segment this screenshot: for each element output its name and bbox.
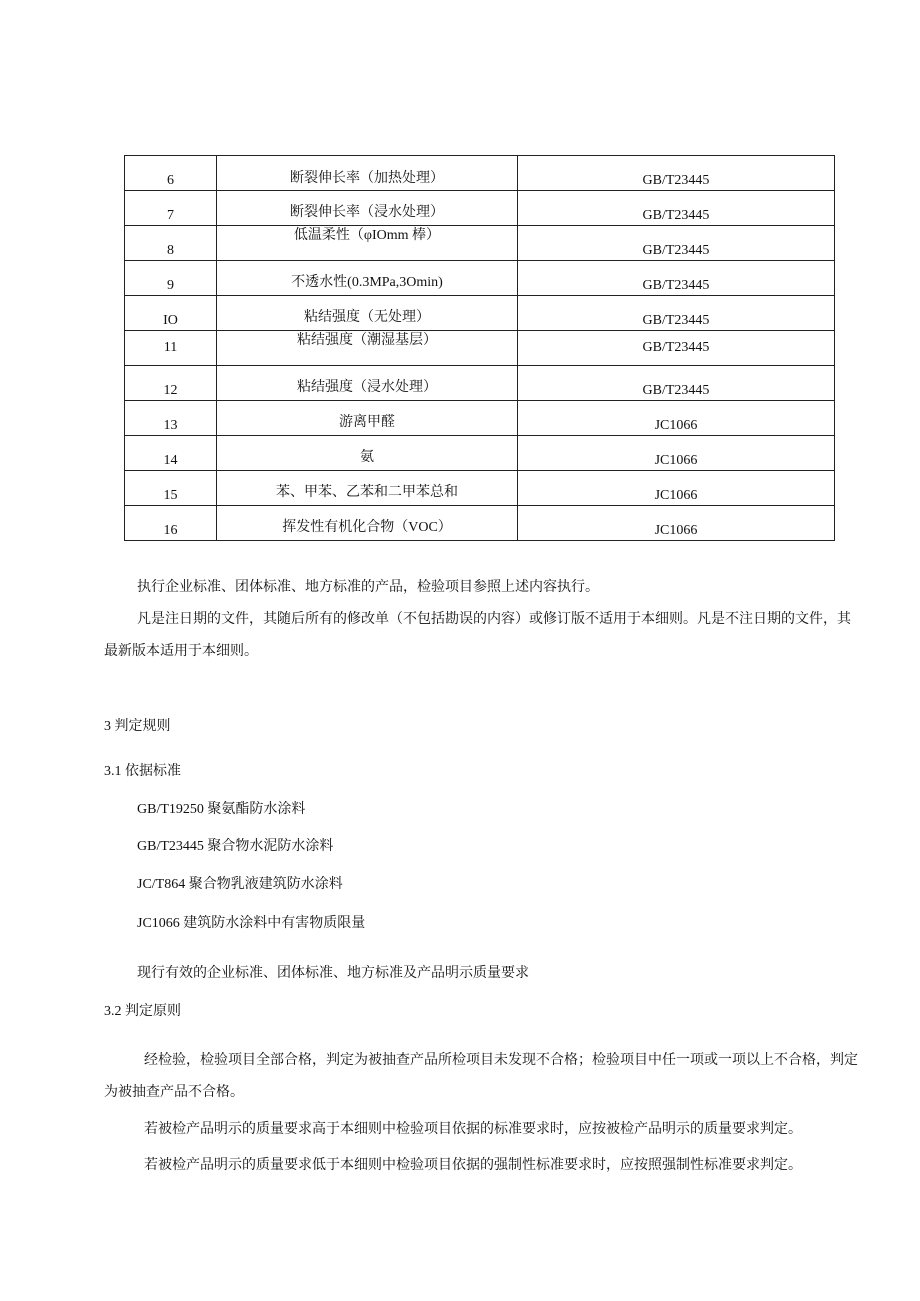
item-standard: GB/T23445	[518, 261, 835, 296]
item-number: 8	[125, 226, 217, 261]
paragraph-dated-references: 凡是注日期的文件，其随后所有的修改单（不包括勘误的内容）或修订版不适用于本细则。凡是不注日期的文件，其最新版本适用于本细则。	[104, 612, 851, 659]
table-row	[125, 156, 835, 191]
paragraph-enterprise-standards: 执行企业标准、团体标准、地方标准的产品，检验项目参照上述内容执行。	[137, 580, 599, 595]
item-number: 14	[125, 436, 217, 471]
item-number: 13	[125, 401, 217, 436]
item-name: 粘结强度（无处理）	[217, 296, 518, 331]
item-name: 粘结强度（浸水处理）	[217, 366, 518, 401]
item-name: 断裂伸长率（加热处理）	[217, 156, 518, 191]
table-row	[125, 296, 835, 331]
item-number: 15	[125, 471, 217, 506]
item-name: 断裂伸长率（浸水处理）	[217, 191, 518, 226]
item-name: 粘结强度（潮湿基层）	[217, 331, 518, 366]
section-3-2-title: 3.2 判定原则	[104, 1004, 181, 1019]
item-number: 7	[125, 191, 217, 226]
item-standard: JC1066	[518, 471, 835, 506]
table-row	[125, 506, 835, 541]
table-row	[125, 436, 835, 471]
judgement-principle-3: 若被检产品明示的质量要求低于本细则中检验项目依据的强制性标准要求时，应按照强制性标准要求判定。	[144, 1158, 802, 1173]
table-row	[125, 331, 835, 366]
standard-item: GB/T23445 聚合物水泥防水涂料	[137, 839, 334, 854]
item-number: 16	[125, 506, 217, 541]
standard-item: JC/T864 聚合物乳液建筑防水涂料	[137, 877, 343, 892]
item-standard: JC1066	[518, 401, 835, 436]
item-standard: GB/T23445	[518, 366, 835, 401]
item-standard: GB/T23445	[518, 331, 835, 366]
table-row	[125, 401, 835, 436]
item-standard: JC1066	[518, 506, 835, 541]
item-name: 不透水性(0.3MPa,3Omin)	[217, 261, 518, 296]
item-name: 挥发性有机化合物（VOC）	[217, 506, 518, 541]
item-standard: GB/T23445	[518, 156, 835, 191]
item-standard: JC1066	[518, 436, 835, 471]
judgement-principle-2: 若被检产品明示的质量要求高于本细则中检验项目依据的标准要求时，应按被检产品明示的质量要求判定。	[144, 1122, 802, 1137]
item-name: 低温柔性（φIOmm 棒）	[217, 226, 518, 261]
item-standard: GB/T23445	[518, 226, 835, 261]
table-row	[125, 366, 835, 401]
item-standard: GB/T23445	[518, 296, 835, 331]
section-3-1-title: 3.1 依据标准	[104, 764, 181, 779]
table-row	[125, 261, 835, 296]
item-number: 9	[125, 261, 217, 296]
current-standards-note: 现行有效的企业标准、团体标准、地方标准及产品明示质量要求	[137, 966, 529, 981]
section-3-title: 3 判定规则	[104, 719, 171, 734]
item-number: 6	[125, 156, 217, 191]
item-name: 游离甲醛	[217, 401, 518, 436]
item-number: IO	[125, 296, 217, 331]
inspection-items-table	[124, 155, 835, 541]
table-row	[125, 226, 835, 261]
standard-item: GB/T19250 聚氨酯防水涂料	[137, 802, 306, 817]
table-row	[125, 191, 835, 226]
item-number: 12	[125, 366, 217, 401]
table-row	[125, 471, 835, 506]
standard-item: JC1066 建筑防水涂料中有害物质限量	[137, 916, 366, 931]
item-name: 苯、甲苯、乙苯和二甲苯总和	[217, 471, 518, 506]
item-number: 11	[125, 331, 217, 366]
judgement-principle-1: 经检验，检验项目全部合格，判定为被抽查产品所检项目未发现不合格；检验项目中任一项或一项以上不合格，判定为被抽查产品不合格。	[104, 1053, 858, 1100]
item-standard: GB/T23445	[518, 191, 835, 226]
item-name: 氨	[217, 436, 518, 471]
